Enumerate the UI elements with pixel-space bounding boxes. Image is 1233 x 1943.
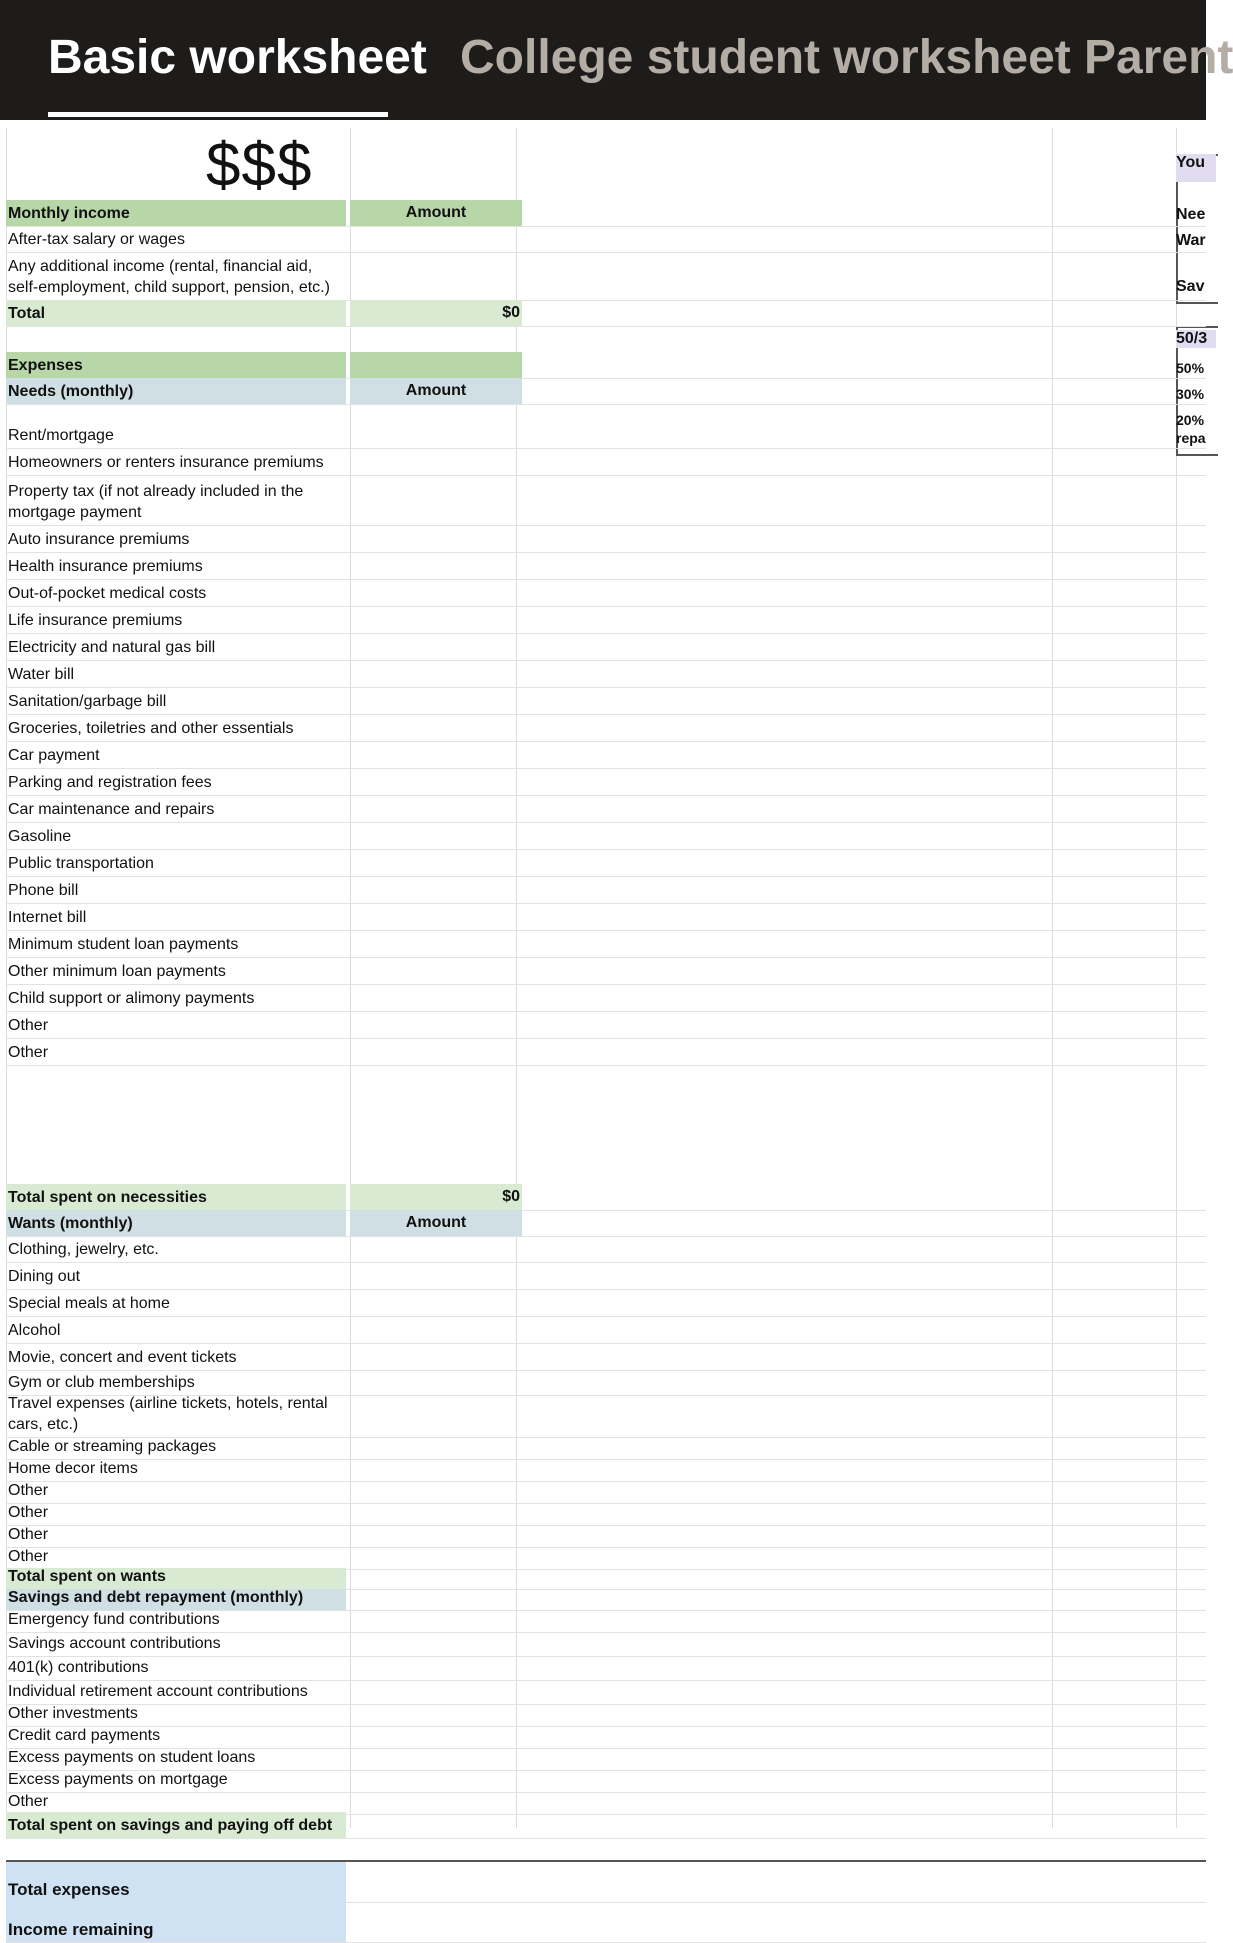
table-row[interactable] [6,660,1206,688]
savings-header-row [6,1589,1206,1611]
row-label: Car maintenance and repairs [8,801,215,818]
row-label: Alcohol [8,1322,61,1339]
row-label: Other [8,1548,49,1565]
side-cell: repa [1176,430,1206,446]
savings-total-row [6,1812,1206,1839]
row-label: Out-of-pocket medical costs [8,585,207,602]
tab-college-student-worksheet[interactable]: College student worksheet [460,31,1071,84]
table-row[interactable] [6,525,1206,553]
table-row[interactable] [6,475,1206,526]
total-value: $0 [350,1184,522,1210]
amount-header: Amount [350,378,522,404]
table-row[interactable] [6,1770,1206,1793]
table-row[interactable] [6,1525,1206,1548]
side-cell: War [1176,232,1206,249]
table-row[interactable] [6,1437,1206,1460]
income-remaining-row [6,1900,1206,1943]
side-cell: Nee [1176,206,1206,223]
needs-total-row [6,1184,1206,1211]
side-cell: 30% [1176,386,1205,402]
row-label: Excess payments on student loans [8,1749,256,1766]
total-label: Total spent on wants [6,1568,346,1589]
side-cell: Sav [1176,278,1205,295]
table-row[interactable] [6,714,1206,742]
table-row[interactable] [6,768,1206,796]
table-row[interactable] [6,930,1206,958]
row-label: Credit card payments [8,1727,161,1744]
table-row[interactable] [6,822,1206,850]
row-label: Rent/mortgage [8,427,114,444]
row-label: Property tax (if not already included in the mortgage payment [8,483,304,521]
row-label: Movie, concert and event tickets [8,1349,237,1366]
side-cell: 20% [1176,412,1205,428]
side-cell: 50/3 [1176,330,1216,348]
table-row[interactable] [6,1632,1206,1657]
row-label: Phone bill [8,882,79,899]
dollar-symbol-title: $$$ [206,131,313,200]
wants-header-row [6,1210,1206,1237]
subsection-header: Savings and debt repayment (monthly) [6,1589,346,1610]
row-label: Other [8,1793,49,1810]
amount-header: Amount [350,200,522,226]
row-label: Public transportation [8,855,154,872]
table-row[interactable] [6,795,1206,823]
row-label: Homeowners or renters insurance premiums [8,454,324,471]
row-label: Individual retirement account contributions [8,1683,308,1700]
tab-basic-worksheet[interactable]: Basic worksheet [48,31,427,84]
table-row[interactable] [6,404,1206,449]
row-label: Excess payments on mortgage [8,1771,228,1788]
total-label: Total spent on savings and paying off debt [6,1812,346,1838]
row-label: Internet bill [8,909,87,926]
row-label: Groceries, toiletries and other essentials [8,720,294,737]
row-label: Life insurance premiums [8,612,183,629]
table-row[interactable] [6,633,1206,661]
expenses-header-row [6,352,1206,379]
row-label: Other investments [8,1705,138,1722]
amount-header-empty [350,352,522,378]
row-label: Savings account contributions [8,1635,221,1652]
total-expenses-row [6,1860,1206,1903]
subsection-header: Wants (monthly) [6,1210,346,1236]
total-value: $0 [350,300,522,326]
row-label: Sanitation/garbage bill [8,693,167,710]
row-label: Other [8,1504,49,1521]
row-label: Minimum student loan payments [8,936,239,953]
row-label: Health insurance premiums [8,558,203,575]
table-row[interactable] [6,1503,1206,1526]
row-label: Cable or streaming packages [8,1438,217,1455]
table-row[interactable] [6,1236,1206,1263]
row-label: Any additional income (rental, financial aid, self-employment, child support, pension, etc.) [8,258,330,296]
table-row[interactable] [6,606,1206,634]
row-label: Clothing, jewelry, etc. [8,1241,159,1258]
total-label: Total spent on necessities [6,1184,346,1210]
total-label: Total [6,300,346,326]
income-row[interactable] [6,226,1206,253]
income-header-row [6,200,1206,227]
row-label: 401(k) contributions [8,1659,149,1676]
row-label: After-tax salary or wages [8,231,185,248]
row-label: Auto insurance premiums [8,531,190,548]
row-label: Other [8,1017,49,1034]
row-label: Emergency fund contributions [8,1611,220,1628]
table-row[interactable] [6,1289,1206,1317]
row-label: Special meals at home [8,1295,170,1312]
table-row[interactable] [6,1316,1206,1344]
table-row[interactable] [6,1395,1206,1438]
row-label: Car payment [8,747,100,764]
table-row[interactable] [6,687,1206,715]
row-label: Travel expenses (airline tickets, hotels, rental cars, etc.) [8,1395,328,1433]
row-label: Parking and registration fees [8,774,212,791]
table-row[interactable] [6,1726,1206,1749]
row-label: Gasoline [8,828,72,845]
table-row[interactable] [6,849,1206,877]
row-label: Dining out [8,1268,81,1285]
row-label: Other [8,1044,49,1061]
row-label: Home decor items [8,1460,138,1477]
row-label: Other [8,1526,49,1543]
amount-header: Amount [350,1210,522,1236]
row-label: Electricity and natural gas bill [8,639,216,656]
needs-header-row [6,378,1206,405]
table-row[interactable] [6,1704,1206,1727]
income-row[interactable] [6,252,1206,301]
table-row[interactable] [6,1459,1206,1482]
row-label: Gym or club memberships [8,1374,195,1391]
table-row[interactable] [6,1547,1206,1570]
table-row[interactable] [6,876,1206,904]
side-cell: You [1176,154,1216,182]
table-row[interactable] [6,984,1206,1012]
table-row[interactable] [6,448,1206,476]
row-label: Other minimum loan payments [8,963,226,980]
income-total-row [6,300,1206,327]
table-row[interactable] [6,579,1206,607]
spreadsheet-grid [0,120,1208,1939]
table-row[interactable] [6,1038,1206,1066]
row-label: Child support or alimony payments [8,990,255,1007]
table-row[interactable] [6,1748,1206,1771]
table-row[interactable] [6,1481,1206,1504]
tab-parent-worksheet[interactable]: Parent [1084,31,1233,84]
side-cell: 50% [1176,360,1205,376]
table-row[interactable] [6,1610,1206,1633]
table-row[interactable] [6,552,1206,580]
table-row[interactable] [6,741,1206,769]
active-tab-indicator [48,112,388,117]
table-row[interactable] [6,957,1206,985]
total-expenses-label: Total expenses [6,1862,346,1902]
tab-bar [0,0,1233,120]
table-row[interactable] [6,1262,1206,1290]
section-header: Expenses [6,352,346,378]
table-row[interactable] [6,1656,1206,1681]
subsection-header: Needs (monthly) [6,378,346,404]
row-label: Other [8,1482,49,1499]
income-remaining-label: Income remaining [6,1900,346,1942]
table-row[interactable] [6,903,1206,931]
section-header: Monthly income [6,200,346,226]
row-label: Water bill [8,666,75,683]
table-row[interactable] [6,1011,1206,1039]
table-row[interactable] [6,1680,1206,1705]
table-row[interactable] [6,1343,1206,1371]
